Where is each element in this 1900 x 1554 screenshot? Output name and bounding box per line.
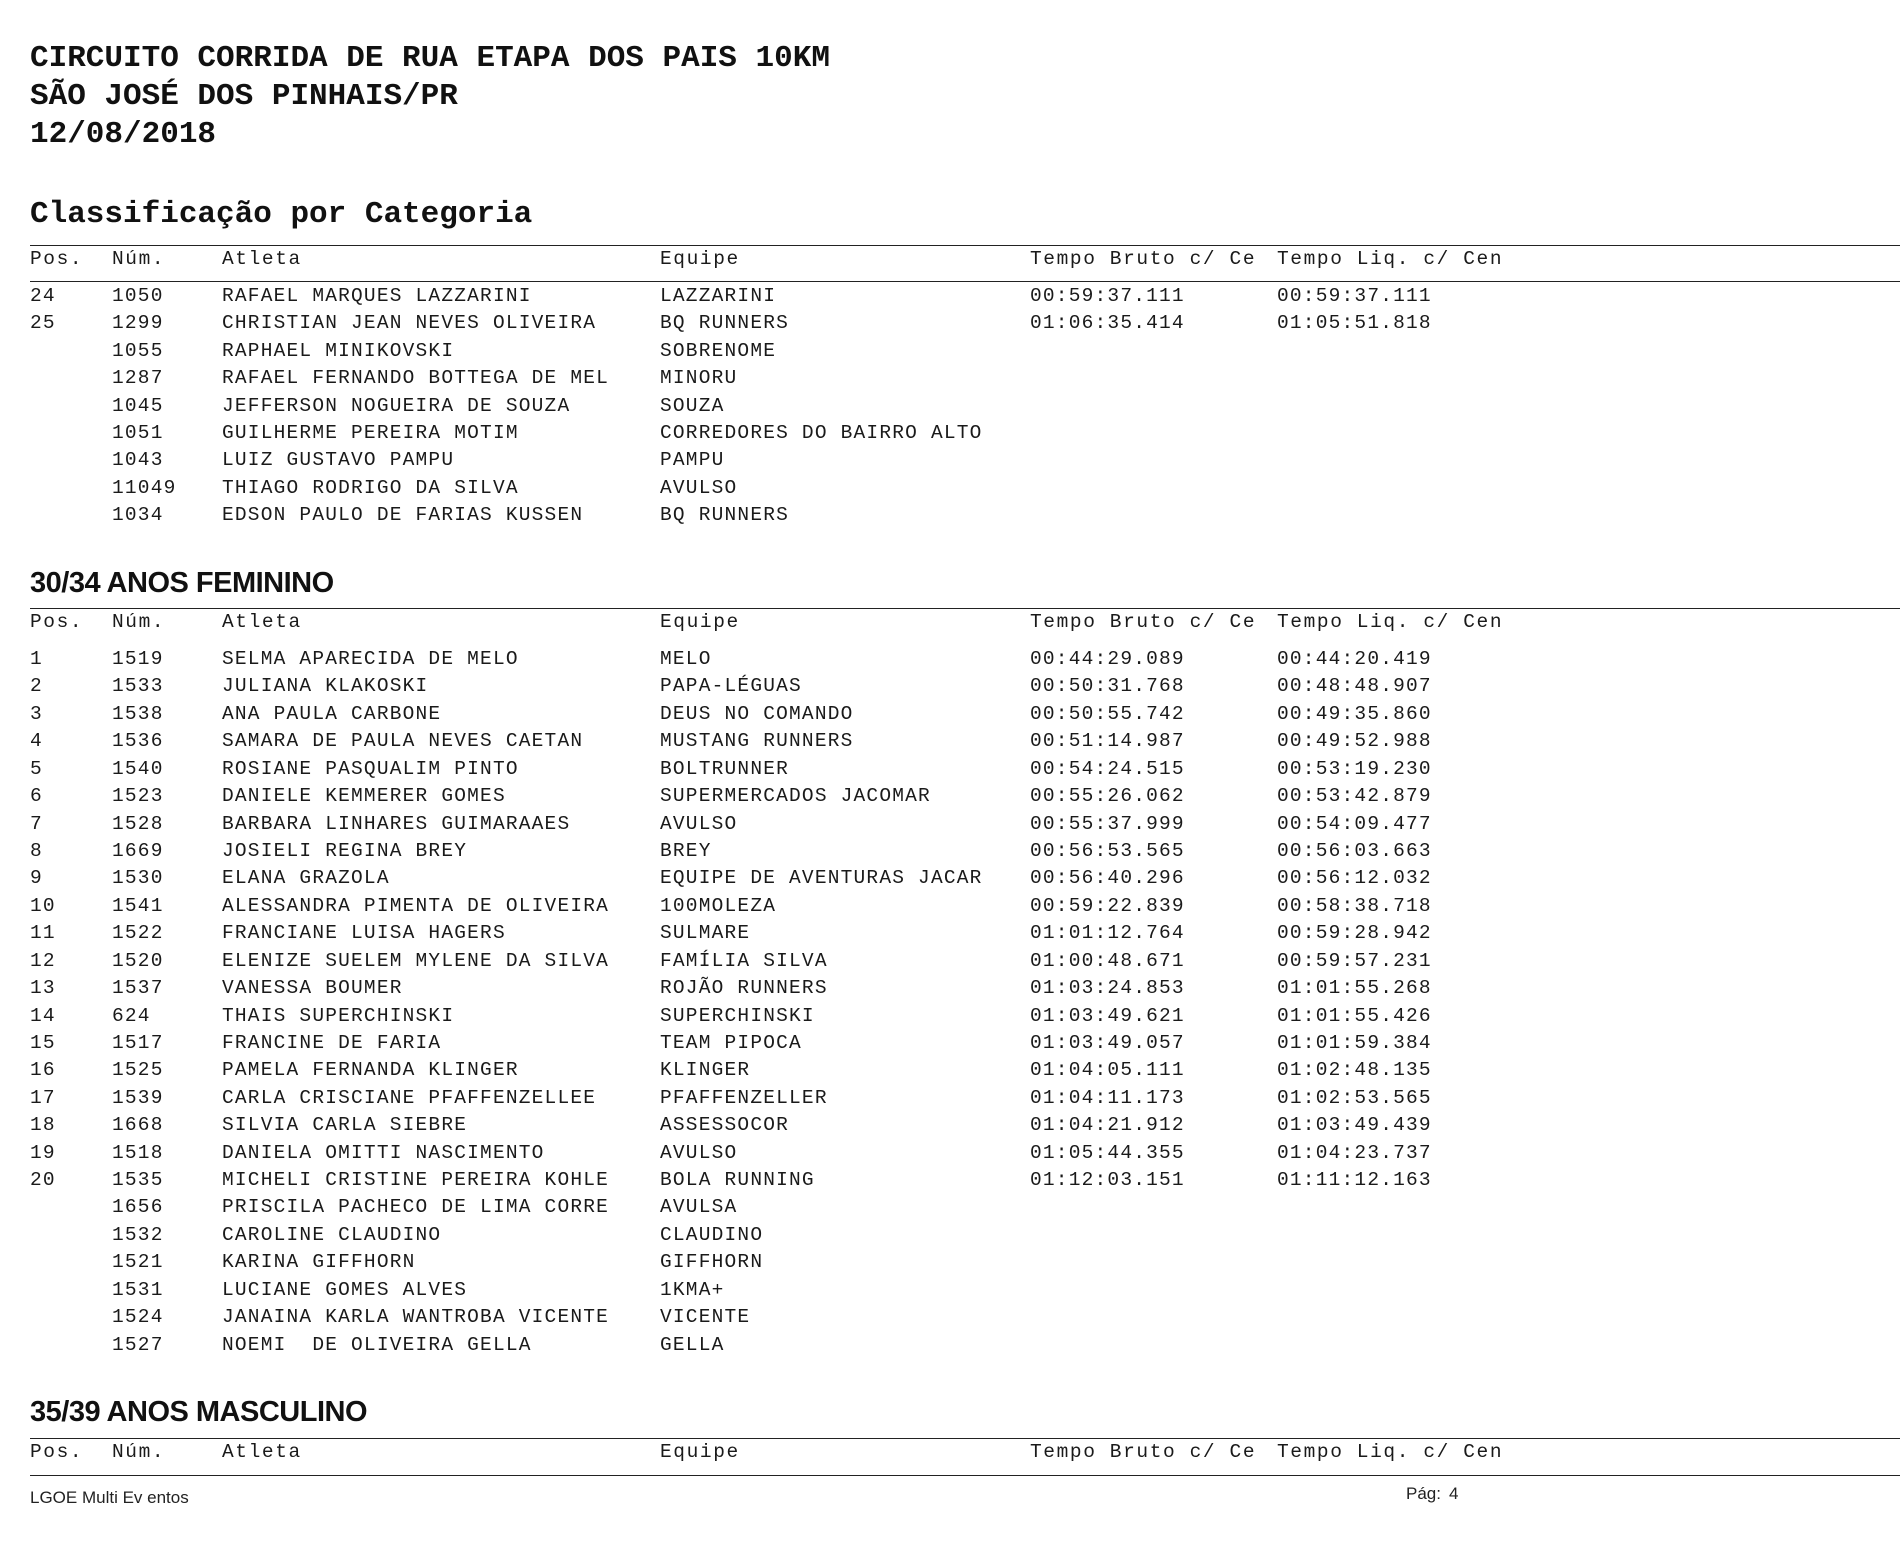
category-title: 35/39 ANOS MASCULINO xyxy=(30,1396,367,1428)
cell-athlete: FRANCINE DE FARIA xyxy=(222,1031,442,1054)
cell-gross-time: 00:59:37.111 xyxy=(1030,285,1185,307)
table-row xyxy=(0,420,1900,447)
cell-athlete: PRISCILA PACHECO DE LIMA CORRE xyxy=(222,1196,610,1219)
cell-athlete: DANIELA OMITTI NASCIMENTO xyxy=(222,1141,545,1164)
cell-team: AVULSA xyxy=(660,1196,738,1219)
cell-athlete: GUILHERME PEREIRA MOTIM xyxy=(222,422,519,444)
col-team-header: Equipe xyxy=(660,248,740,270)
cell-team: TEAM PIPOCA xyxy=(660,1031,802,1054)
cell-net-time: 00:59:28.942 xyxy=(1277,922,1432,945)
cell-num: 1530 xyxy=(112,867,164,890)
cell-athlete: PAMELA FERNANDA KLINGER xyxy=(222,1059,519,1082)
table-row xyxy=(0,756,1900,783)
cell-athlete: LUIZ GUSTAVO PAMPU xyxy=(222,449,455,472)
cell-team: VICENTE xyxy=(660,1306,751,1329)
report-name: Classificação por Categoria xyxy=(30,197,533,232)
cell-num: 1523 xyxy=(112,785,164,808)
table-row xyxy=(0,1277,1900,1304)
col-net-time-header: Tempo Liq. c/ Cen xyxy=(1277,1441,1504,1463)
cell-team: SUPERMERCADOS JACOMAR xyxy=(660,785,931,808)
table-row xyxy=(0,865,1900,892)
table-row xyxy=(0,1194,1900,1221)
event-date: 12/08/2018 xyxy=(30,117,217,152)
cell-athlete: FRANCIANE LUISA HAGERS xyxy=(222,922,506,945)
col-gross-time-header: Tempo Bruto c/ Ce xyxy=(1030,248,1257,270)
event-location: SÃO JOSÉ DOS PINHAIS/PR xyxy=(30,79,458,114)
table-row xyxy=(0,728,1900,755)
table-row xyxy=(0,1057,1900,1084)
cell-gross-time: 01:04:21.912 xyxy=(1030,1114,1185,1137)
cell-gross-time: 01:03:49.057 xyxy=(1030,1031,1185,1054)
cell-pos: 5 xyxy=(30,757,43,780)
cell-pos: 24 xyxy=(30,285,56,307)
cell-team: SUPERCHINSKI xyxy=(660,1004,815,1027)
cell-team: CORREDORES DO BAIRRO ALTO xyxy=(660,422,983,444)
cell-gross-time: 01:12:03.151 xyxy=(1030,1169,1185,1191)
cell-net-time: 01:01:59.384 xyxy=(1277,1031,1432,1054)
cell-pos: 16 xyxy=(30,1059,56,1082)
cell-pos: 6 xyxy=(30,785,43,808)
footer-page xyxy=(1406,1482,1458,1506)
table-row xyxy=(0,393,1900,420)
cell-team: GIFFHORN xyxy=(660,1251,764,1274)
cell-gross-time: 00:56:40.296 xyxy=(1030,867,1185,890)
page-number: 4 xyxy=(1448,1484,1459,1503)
cell-num: 1521 xyxy=(112,1251,164,1274)
cell-num: 1538 xyxy=(112,702,164,725)
table-row xyxy=(0,701,1900,728)
cell-athlete: SILVIA CARLA SIEBRE xyxy=(222,1114,468,1137)
col-athlete-header: Atleta xyxy=(222,248,302,270)
cell-gross-time: 00:44:29.089 xyxy=(1030,648,1185,670)
table-row xyxy=(0,783,1900,810)
cell-num: 1668 xyxy=(112,1114,164,1137)
cell-team: SOUZA xyxy=(660,394,725,417)
cell-gross-time: 01:04:05.111 xyxy=(1030,1059,1185,1082)
col-pos-header: Pos. xyxy=(30,1441,84,1463)
table-row xyxy=(0,365,1900,392)
cell-net-time: 00:44:20.419 xyxy=(1277,648,1432,670)
table-row xyxy=(0,893,1900,920)
cell-team: ROJÃO RUNNERS xyxy=(660,977,828,999)
cell-net-time: 00:59:37.111 xyxy=(1277,285,1432,307)
table-row xyxy=(0,1140,1900,1167)
cell-athlete: ROSIANE PASQUALIM PINTO xyxy=(222,757,519,780)
cell-gross-time: 00:59:22.839 xyxy=(1030,894,1185,917)
col-athlete-header: Atleta xyxy=(222,611,302,633)
cell-pos: 15 xyxy=(30,1031,56,1054)
cell-team: BQ RUNNERS xyxy=(660,312,790,335)
col-num-header: Núm. xyxy=(112,1441,166,1463)
cell-net-time: 00:53:42.879 xyxy=(1277,785,1432,808)
cell-athlete: VANESSA BOUMER xyxy=(222,977,403,999)
cell-athlete: LUCIANE GOMES ALVES xyxy=(222,1278,468,1301)
cell-net-time: 01:01:55.426 xyxy=(1277,1004,1432,1027)
cell-team: GELLA xyxy=(660,1333,725,1356)
cell-net-time: 01:02:53.565 xyxy=(1277,1086,1432,1109)
cell-athlete: RAPHAEL MINIKOVSKI xyxy=(222,339,455,362)
cell-pos: 9 xyxy=(30,867,43,890)
table-header xyxy=(0,246,1900,273)
cell-num: 1537 xyxy=(112,977,164,999)
page-label: Pág: xyxy=(1406,1484,1441,1503)
cell-net-time: 01:01:55.268 xyxy=(1277,977,1432,999)
cell-num: 1299 xyxy=(112,312,164,335)
col-team-header: Equipe xyxy=(660,1441,740,1463)
cell-athlete: SELMA APARECIDA DE MELO xyxy=(222,648,519,670)
cell-pos: 4 xyxy=(30,730,43,753)
cell-athlete: RAFAEL FERNANDO BOTTEGA DE MEL xyxy=(222,367,610,390)
cell-gross-time: 01:03:24.853 xyxy=(1030,977,1185,999)
col-num-header: Núm. xyxy=(112,611,166,633)
cell-gross-time: 01:06:35.414 xyxy=(1030,312,1185,335)
table-row xyxy=(0,920,1900,947)
cell-net-time: 01:03:49.439 xyxy=(1277,1114,1432,1137)
cell-pos: 14 xyxy=(30,1004,56,1027)
col-team-header: Equipe xyxy=(660,611,740,633)
cell-pos: 11 xyxy=(30,922,56,945)
cell-num: 1533 xyxy=(112,675,164,698)
cell-team: EQUIPE DE AVENTURAS JACAR xyxy=(660,867,983,890)
cell-num: 1034 xyxy=(112,504,164,527)
cell-team: AVULSO xyxy=(660,476,738,499)
cell-gross-time: 00:55:26.062 xyxy=(1030,785,1185,808)
cell-athlete: RAFAEL MARQUES LAZZARINI xyxy=(222,285,532,307)
cell-team: PAMPU xyxy=(660,449,725,472)
cell-athlete: CHRISTIAN JEAN NEVES OLIVEIRA xyxy=(222,312,597,335)
cell-athlete: ELANA GRAZOLA xyxy=(222,867,390,890)
table-header xyxy=(0,609,1900,636)
cell-num: 1531 xyxy=(112,1278,164,1301)
cell-net-time: 00:56:03.663 xyxy=(1277,839,1432,862)
table-row xyxy=(0,948,1900,975)
cell-pos: 13 xyxy=(30,977,56,999)
category-title: 30/34 ANOS FEMININO xyxy=(30,567,334,599)
col-num-header: Núm. xyxy=(112,248,166,270)
cell-net-time: 00:56:12.032 xyxy=(1277,867,1432,890)
cell-gross-time: 00:50:55.742 xyxy=(1030,702,1185,725)
cell-team: CLAUDINO xyxy=(660,1223,764,1246)
table-row xyxy=(0,1167,1900,1194)
cell-gross-time: 00:51:14.987 xyxy=(1030,730,1185,753)
cell-net-time: 01:04:23.737 xyxy=(1277,1141,1432,1164)
cell-gross-time: 00:50:31.768 xyxy=(1030,675,1185,698)
cell-num: 1519 xyxy=(112,648,164,670)
cell-num: 1532 xyxy=(112,1223,164,1246)
cell-net-time: 01:02:48.135 xyxy=(1277,1059,1432,1082)
cell-athlete: JANAINA KARLA WANTROBA VICENTE xyxy=(222,1306,610,1329)
cell-athlete: JEFFERSON NOGUEIRA DE SOUZA xyxy=(222,394,571,417)
cell-team: PFAFFENZELLER xyxy=(660,1086,828,1109)
table-row xyxy=(0,1249,1900,1276)
cell-gross-time: 00:56:53.565 xyxy=(1030,839,1185,862)
cell-num: 1539 xyxy=(112,1086,164,1109)
cell-team: MELO xyxy=(660,648,712,670)
cell-athlete: JOSIELI REGINA BREY xyxy=(222,839,468,862)
cell-pos: 12 xyxy=(30,949,56,972)
table-row xyxy=(0,1304,1900,1331)
cell-net-time: 00:48:48.907 xyxy=(1277,675,1432,698)
cell-pos: 25 xyxy=(30,312,56,335)
cell-athlete: CARLA CRISCIANE PFAFFENZELLEE xyxy=(222,1086,597,1109)
table-row xyxy=(0,811,1900,838)
cell-num: 1043 xyxy=(112,449,164,472)
cell-athlete: ALESSANDRA PIMENTA DE OLIVEIRA xyxy=(222,894,610,917)
cell-pos: 3 xyxy=(30,702,43,725)
col-athlete-header: Atleta xyxy=(222,1441,302,1463)
cell-team: AVULSO xyxy=(660,1141,738,1164)
cell-num: 1535 xyxy=(112,1169,164,1191)
cell-team: PAPA-LÉGUAS xyxy=(660,675,802,698)
cell-num: 1528 xyxy=(112,812,164,835)
table-row xyxy=(0,1030,1900,1057)
cell-athlete: NOEMI DE OLIVEIRA GELLA xyxy=(222,1333,532,1356)
cell-team: BOLTRUNNER xyxy=(660,757,790,780)
cell-num: 1540 xyxy=(112,757,164,780)
cell-num: 1050 xyxy=(112,285,164,307)
cell-athlete: EDSON PAULO DE FARIAS KUSSEN xyxy=(222,504,584,527)
cell-athlete: THAIS SUPERCHINSKI xyxy=(222,1004,455,1027)
table-row xyxy=(0,1085,1900,1112)
cell-net-time: 00:54:09.477 xyxy=(1277,812,1432,835)
table-row xyxy=(0,310,1900,337)
cell-team: SOBRENOME xyxy=(660,339,777,362)
table-row xyxy=(0,1222,1900,1249)
table-row xyxy=(0,673,1900,700)
cell-team: MINORU xyxy=(660,367,738,390)
cell-pos: 1 xyxy=(30,648,43,670)
cell-team: 1KMA+ xyxy=(660,1278,725,1301)
cell-team: KLINGER xyxy=(660,1059,751,1082)
cell-num: 1536 xyxy=(112,730,164,753)
cell-net-time: 00:59:57.231 xyxy=(1277,949,1432,972)
cell-num: 1656 xyxy=(112,1196,164,1219)
cell-pos: 19 xyxy=(30,1141,56,1164)
cell-num: 1541 xyxy=(112,894,164,917)
col-net-time-header: Tempo Liq. c/ Cen xyxy=(1277,248,1504,270)
cell-gross-time: 01:03:49.621 xyxy=(1030,1004,1185,1027)
cell-num: 1518 xyxy=(112,1141,164,1164)
table-header-rule xyxy=(30,281,1900,282)
cell-gross-time: 00:54:24.515 xyxy=(1030,757,1185,780)
table-row xyxy=(0,502,1900,529)
cell-num: 1525 xyxy=(112,1059,164,1082)
cell-team: DEUS NO COMANDO xyxy=(660,702,854,725)
col-net-time-header: Tempo Liq. c/ Cen xyxy=(1277,611,1504,633)
cell-team: LAZZARINI xyxy=(660,285,777,307)
cell-pos: 10 xyxy=(30,894,56,917)
cell-gross-time: 01:04:11.173 xyxy=(1030,1086,1185,1109)
cell-athlete: DANIELE KEMMERER GOMES xyxy=(222,785,506,808)
cell-team: FAMÍLIA SILVA xyxy=(660,949,828,972)
table-row xyxy=(0,838,1900,865)
table-header xyxy=(0,1439,1900,1466)
cell-num: 1287 xyxy=(112,367,164,390)
cell-athlete: SAMARA DE PAULA NEVES CAETAN xyxy=(222,730,584,753)
cell-num: 1522 xyxy=(112,922,164,945)
cell-pos: 17 xyxy=(30,1086,56,1109)
cell-team: AVULSO xyxy=(660,812,738,835)
table-row xyxy=(0,646,1900,673)
cell-pos: 18 xyxy=(30,1114,56,1137)
cell-num: 1524 xyxy=(112,1306,164,1329)
cell-team: BOLA RUNNING xyxy=(660,1169,815,1191)
cell-num: 624 xyxy=(112,1004,151,1027)
table-row xyxy=(0,975,1900,1002)
cell-num: 1669 xyxy=(112,839,164,862)
event-title: CIRCUITO CORRIDA DE RUA ETAPA DOS PAIS 10KM xyxy=(30,41,830,76)
cell-team: BQ RUNNERS xyxy=(660,504,790,527)
table-row xyxy=(0,338,1900,365)
cell-team: 100MOLEZA xyxy=(660,894,777,917)
cell-athlete: ANA PAULA CARBONE xyxy=(222,702,442,725)
cell-net-time: 01:05:51.818 xyxy=(1277,312,1432,335)
cell-gross-time: 01:01:12.764 xyxy=(1030,922,1185,945)
cell-num: 11049 xyxy=(112,476,177,499)
col-pos-header: Pos. xyxy=(30,611,84,633)
cell-net-time: 00:53:19.230 xyxy=(1277,757,1432,780)
table-row xyxy=(0,1003,1900,1030)
cell-athlete: KARINA GIFFHORN xyxy=(222,1251,416,1274)
cell-athlete: MICHELI CRISTINE PEREIRA KOHLE xyxy=(222,1169,610,1191)
cell-team: ASSESSOCOR xyxy=(660,1114,790,1137)
cell-athlete: JULIANA KLAKOSKI xyxy=(222,675,429,698)
cell-num: 1520 xyxy=(112,949,164,972)
table-row xyxy=(0,447,1900,474)
cell-athlete: CAROLINE CLAUDINO xyxy=(222,1223,442,1246)
cell-pos: 7 xyxy=(30,812,43,835)
table-row xyxy=(0,283,1900,310)
cell-pos: 2 xyxy=(30,675,43,698)
cell-gross-time: 01:05:44.355 xyxy=(1030,1141,1185,1164)
cell-team: MUSTANG RUNNERS xyxy=(660,730,854,753)
cell-net-time: 00:49:52.988 xyxy=(1277,730,1432,753)
table-row xyxy=(0,1112,1900,1139)
table-row xyxy=(0,1332,1900,1359)
cell-net-time: 01:11:12.163 xyxy=(1277,1169,1432,1191)
cell-athlete: ELENIZE SUELEM MYLENE DA SILVA xyxy=(222,949,610,972)
cell-pos: 8 xyxy=(30,839,43,862)
table-row xyxy=(0,475,1900,502)
cell-pos: 20 xyxy=(30,1169,56,1191)
table-header-rule xyxy=(30,1475,1900,1476)
cell-athlete: THIAGO RODRIGO DA SILVA xyxy=(222,476,519,499)
col-gross-time-header: Tempo Bruto c/ Ce xyxy=(1030,611,1257,633)
col-pos-header: Pos. xyxy=(30,248,84,270)
cell-num: 1045 xyxy=(112,394,164,417)
footer-company: LGOE Multi Ev entos xyxy=(30,1488,189,1507)
cell-net-time: 00:49:35.860 xyxy=(1277,702,1432,725)
cell-athlete: BARBARA LINHARES GUIMARAAES xyxy=(222,812,571,835)
cell-team: BREY xyxy=(660,839,712,862)
cell-num: 1055 xyxy=(112,339,164,362)
cell-num: 1051 xyxy=(112,422,164,444)
cell-gross-time: 01:00:48.671 xyxy=(1030,949,1185,972)
cell-num: 1517 xyxy=(112,1031,164,1054)
cell-num: 1527 xyxy=(112,1333,164,1356)
cell-net-time: 00:58:38.718 xyxy=(1277,894,1432,917)
cell-gross-time: 00:55:37.999 xyxy=(1030,812,1185,835)
cell-team: SULMARE xyxy=(660,922,751,945)
col-gross-time-header: Tempo Bruto c/ Ce xyxy=(1030,1441,1257,1463)
